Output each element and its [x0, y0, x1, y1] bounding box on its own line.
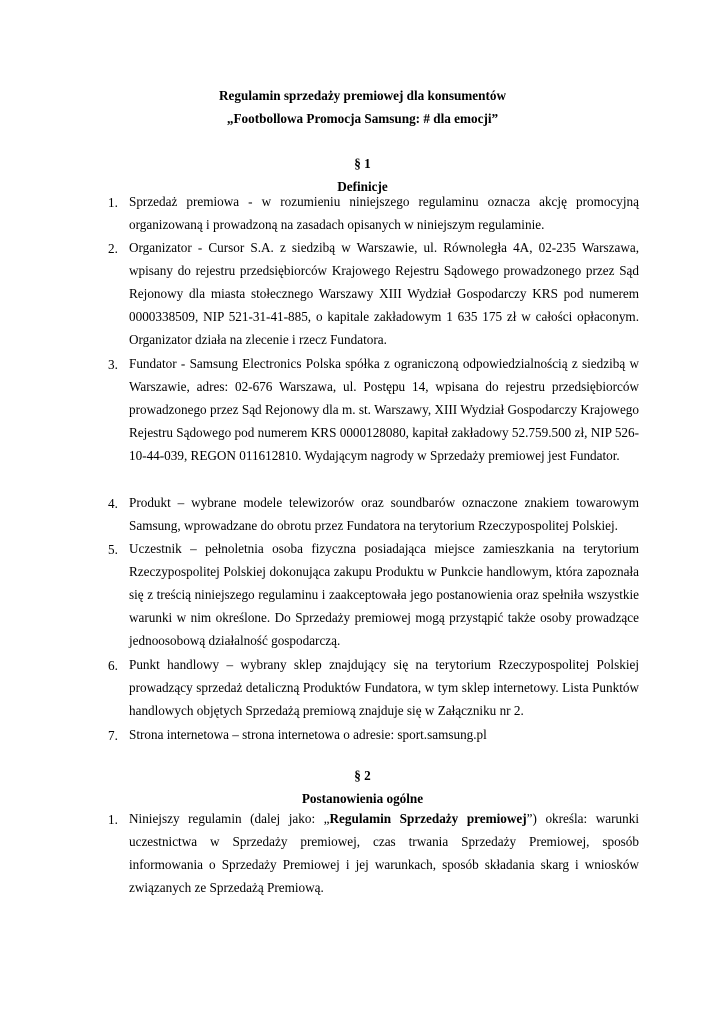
- definition-6-text: Punkt handlowy – wybrany sklep znajdujący się na terytorium Rzeczypospolitej Polskiej prowadzący sprzedaż detaliczną Produktów Fundatora, w tym sklep internetowy. Lista Punktów handlowych objętych Sprzedażą premiową znajduje się w Załączniku nr 2.: [129, 657, 639, 718]
- definition-1-text: Sprzedaż premiowa - w rozumieniu niniejszego regulaminu oznacza akcję promocyjną organizowaną i prowadzoną na zasadach opisanych w niniejszym regulaminie.: [129, 194, 639, 232]
- definition-5-text: Uczestnik – pełnoletnia osoba fizyczna posiadająca miejsce zamieszkania na terytorium Rzeczypospolitej Polskiej dokonująca zakupu Produktu w Punkcie handlowym, która zapoznała się z treścią niniejszego regulaminu i zaakceptowała jego postanowienia oraz spełniła wszystkie warunki w nim określone. Do Sprzedaży premiowej mogą przystąpić także osoby prowadzące jednoosobową działalność gospodarczą.: [129, 541, 639, 648]
- section-1-number: § 1: [354, 156, 371, 171]
- section-2-heading: Postanowienia ogólne: [301, 791, 424, 806]
- section-2-number: § 2: [354, 768, 371, 783]
- definition-4-text: Produkt – wybrane modele telewizorów oraz soundbarów oznaczone znakiem towarowym Samsung, wprowadzane do obrotu przez Fundatora na terytorium Rzeczypospolitej Polskiej.: [129, 495, 639, 533]
- definition-1-number: 1.: [108, 195, 118, 210]
- definition-3-text: Fundator - Samsung Electronics Polska spółka z ograniczoną odpowiedzialnością z siedzibą w Warszawie, adres: 02-676 Warszawa, ul. Postępu 14, wpisana do rejestru przedsiębiorców prowadzonego przez Sąd Rejonowy dla m. st. Warszawy, XIII Wydział Gospodarczy Krajowego Rejestru Sądowego pod numerem KRS 0000128080, kapitał zakładowy 52.759.500 zł, NIP 526-10-44-039, REGON 011612810. Wydającym nagrody w Sprzedaży premiowej jest Fundator.: [129, 356, 639, 463]
- regulation-short-name: Regulamin Sprzedaży premiowej: [329, 811, 527, 826]
- provision-1-number: 1.: [108, 812, 118, 827]
- definition-5-number: 5.: [108, 542, 118, 557]
- definition-4-number: 4.: [108, 496, 118, 511]
- provision-1-text-start: Niniejszy regulamin (dalej jako: „: [129, 811, 330, 826]
- provision-1-text-end: ”) określa: warunki uczestnictwa w Sprzedaży premiowej, czas trwania Sprzedaży Premiowej, sposób informowania o Sprzedaży Premiowej i jej warunkach, sposób składania skarg i wniosków związanych ze Sprzedażą Premiową.: [129, 811, 639, 895]
- document-title: Regulamin sprzedaży premiowej dla konsumentów: [219, 88, 506, 103]
- section-1-heading: Definicje: [337, 179, 388, 194]
- definition-2-number: 2.: [108, 241, 118, 256]
- promotion-name: „Footbollowa Promocja Samsung: # dla emocji”: [226, 111, 499, 126]
- definition-3-number: 3.: [108, 357, 118, 372]
- definition-7-number: 7.: [108, 728, 118, 743]
- definition-7-text: Strona internetowa – strona internetowa o adresie: sport.samsung.pl: [129, 727, 487, 742]
- definition-2-text: Organizator - Cursor S.A. z siedzibą w Warszawie, ul. Równoległa 4A, 02-235 Warszawa, wpisany do rejestru przedsiębiorców Krajowego Rejestru Sądowego prowadzonego przez Sąd Rejonowy dla miasta stołecznego Warszawy XIII Wydział Gospodarczy KRS pod numerem 0000338509, NIP 521-31-41-885, o kapitale zakładowym 1 635 175 zł w całości opłaconym. Organizator działa na zlecenie i rzecz Fundatora.: [129, 240, 639, 347]
- definition-6-number: 6.: [108, 658, 118, 673]
- provision-1-text: [129, 808, 639, 900]
